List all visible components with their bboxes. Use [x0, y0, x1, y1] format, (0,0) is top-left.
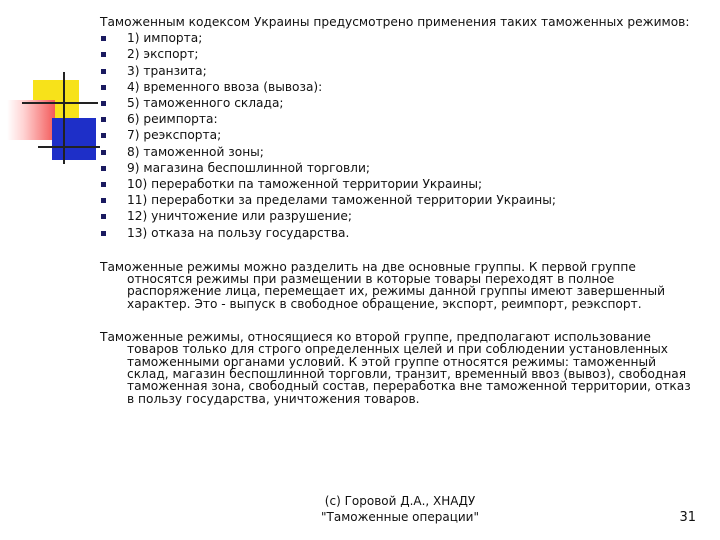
square-bullet-icon [101, 117, 106, 122]
credit-course: "Таможенные операции" [321, 509, 479, 524]
square-bullet-icon [101, 231, 106, 236]
paragraph-first-group: Таможенные режимы можно разделить на две основные группы. К первой группе относятся режимы при размещении в которые товары переходят в полное распоряжение лица, перемещает их, режимы данной группы имеют завершенный характер. Это - выпуск в свободное обращение, экспорт, реимпорт, реэкспорт. [100, 259, 666, 311]
square-bullet-icon [101, 85, 106, 90]
page-number: 31 [679, 510, 696, 525]
mode-item [100, 160, 700, 176]
mode-item [100, 127, 700, 143]
square-bullet-icon [101, 36, 106, 41]
paragraph-second-group: Таможенные режимы, относящиеся ко второй группе, предполагают использование товаров только для строго определенных целей и при соблюдении установленных таможенными органами условий. К этой группе относятся режимы: таможенный склад, магазин беспошлинной торговли, транзит, временный ввоз (вывоз), свободная таможенная зона, свободный состав, переработка вне таможенной территории, отказ в пользу государства, уничтожения товаров. [100, 330, 691, 406]
mode-item [100, 79, 700, 95]
mode-item [100, 144, 700, 160]
mode-label: 3) транзита; [127, 63, 207, 78]
mode-item [100, 46, 700, 62]
mode-label: 4) временного ввоза (вывоза): [127, 79, 323, 94]
mode-item [100, 30, 700, 46]
mode-label: 13) отказа на пользу государства. [127, 225, 350, 240]
mode-item [100, 208, 700, 224]
customs-modes-list [100, 30, 700, 241]
mode-label: 6) реимпорта: [127, 112, 218, 127]
mode-label: 7) реэкспорта; [127, 128, 222, 143]
mode-label: 10) переработки па таможенной территории Украины; [127, 177, 483, 192]
mode-item [100, 176, 700, 192]
intro-text: Таможенным кодексом Украины предусмотрено применения таких таможенных режимов: [100, 15, 690, 29]
mode-item [100, 192, 700, 208]
square-bullet-icon [101, 166, 106, 171]
credit-author: (с) Горовой Д.А., ХНАДУ [324, 494, 476, 508]
vertical-line [63, 72, 65, 164]
mode-label: 1) импорта; [127, 31, 203, 46]
mode-label: 11) переработки за пределами таможенной территории Украины; [127, 193, 556, 208]
mode-label: 2) экспорт; [127, 47, 199, 62]
mode-label: 5) таможенного склада; [127, 96, 284, 111]
mode-item [100, 95, 700, 111]
red-gradient-square [7, 100, 55, 140]
horizontal-line-top [22, 102, 98, 104]
square-bullet-icon [101, 101, 106, 106]
horizontal-line-bottom [38, 146, 100, 148]
mode-item [100, 111, 700, 127]
square-bullet-icon [101, 214, 106, 219]
decorative-blocks [0, 0, 100, 170]
slide-content [100, 14, 700, 405]
mode-label: 8) таможенной зоны; [127, 144, 264, 159]
square-bullet-icon [101, 69, 106, 74]
footer-credit [300, 494, 500, 525]
square-bullet-icon [101, 133, 106, 138]
mode-item [100, 63, 700, 79]
square-bullet-icon [101, 182, 106, 187]
square-bullet-icon [101, 52, 106, 57]
square-bullet-icon [101, 150, 106, 155]
square-bullet-icon [101, 198, 106, 203]
mode-label: 9) магазина беспошлинной торговли; [127, 160, 370, 175]
blue-square [52, 118, 96, 160]
mode-item [100, 225, 700, 241]
mode-label: 12) уничтожение или разрушение; [127, 209, 353, 224]
